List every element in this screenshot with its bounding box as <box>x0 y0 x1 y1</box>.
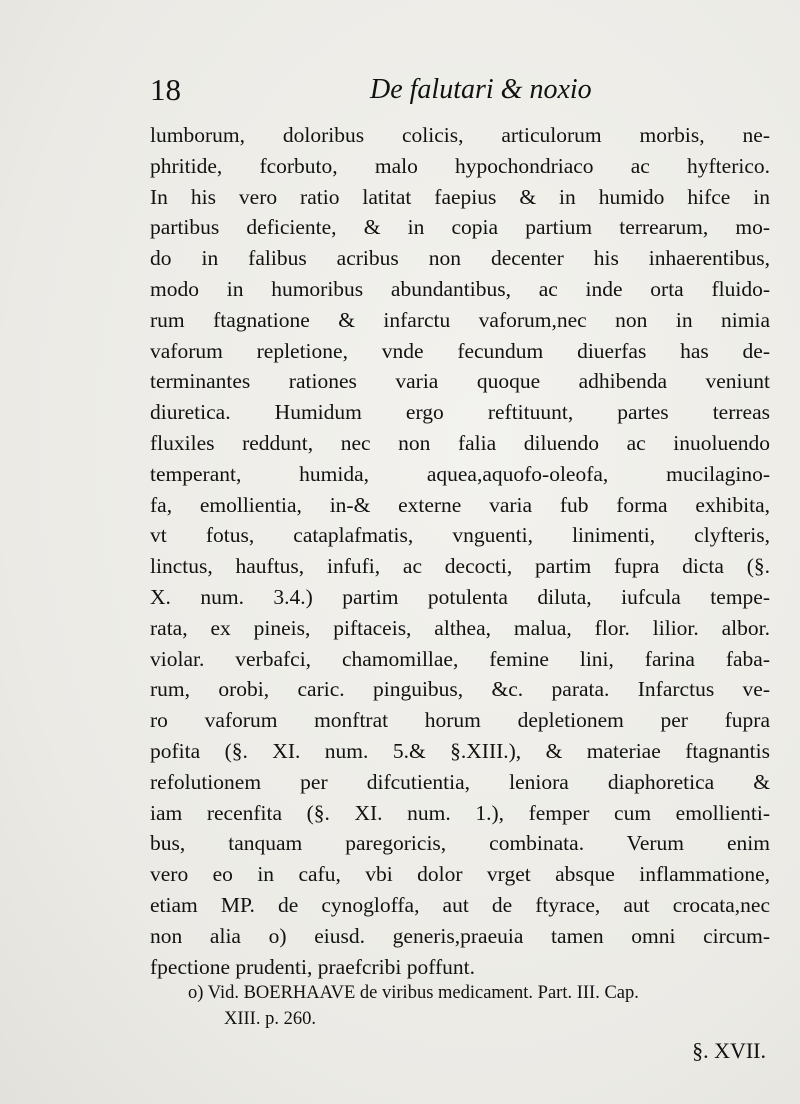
text-line: vaforum repletione, vnde fecundum diuerfas has de- <box>150 338 770 363</box>
text-line: In his vero ratio latitat faepius & in humido hifce in <box>150 184 770 209</box>
text-line: non alia o) eiusd. generis,praeuia tamen omni circum- <box>150 923 770 948</box>
text-line: iam recenfita (§. XI. num. 1.), femper cum emollienti- <box>150 800 770 825</box>
text-line: terminantes rationes varia quoque adhibenda veniunt <box>150 369 770 394</box>
catchword: §. XVII. <box>692 1038 766 1063</box>
text-line: rum ftagnatione & infarctu vaforum,nec non in nimia <box>150 307 770 332</box>
text-line: diuretica. Humidum ergo reftituunt, partes terreas <box>150 400 770 425</box>
text-line: temperant, humida, aquea,aquofo-oleofa, mucilagino- <box>150 461 770 486</box>
text-line: fa, emollientia, in-& externe varia fub forma exhibita, <box>150 492 770 517</box>
text-line: modo in humoribus abundantibus, ac inde orta fluido- <box>150 276 770 301</box>
text-line: bus, tanquam paregoricis, combinata. Verum enim <box>150 831 770 856</box>
text-line: do in falibus acribus non decenter his inhaerentibus, <box>150 246 770 271</box>
text-line: violar. verbafci, chamomillae, femine lini, farina faba- <box>150 646 770 671</box>
text-line: linctus, hauftus, infufi, ac decocti, partim fupra dicta (§. <box>150 554 770 579</box>
footnote <box>188 980 788 1032</box>
footnote-line: XIII. p. 260. <box>224 1009 316 1029</box>
text-line: ro vaforum monftrat horum depletionem per fupra <box>150 708 770 733</box>
footnote-line: o) Vid. BOERHAAVE de viribus medicament. Part. III. Cap. <box>188 983 639 1003</box>
text-line: pofita (§. XI. num. 5.& §.XIII.), & materiae ftagnantis <box>150 738 770 763</box>
text-line: X. num. 3.4.) partim potulenta diluta, iufcula tempe- <box>150 584 770 609</box>
page-number: 18 <box>150 72 181 107</box>
text-line: refolutionem per difcutientia, leniora diaphoretica & <box>150 769 770 794</box>
text-line: rum, orobi, caric. pinguibus, &c. parata. Infarctus ve- <box>150 677 770 702</box>
text-line: vero eo in cafu, vbi dolor vrget absque inflammatione, <box>150 862 770 887</box>
body-text <box>150 120 770 982</box>
running-head <box>150 72 750 112</box>
text-line: etiam MP. de cynogloffa, aut de ftyrace, aut crocata,nec <box>150 892 770 917</box>
text-line: phritide, fcorbuto, malo hypochondriaco ac hyfterico. <box>150 153 770 178</box>
text-line: lumborum, doloribus colicis, articulorum morbis, ne- <box>150 123 770 147</box>
text-line: vt fotus, cataplafmatis, vnguenti, linimenti, clyfteris, <box>150 523 770 548</box>
running-title: De falutari & noxio <box>370 74 592 105</box>
text-line: fluxiles reddunt, nec non falia diluendo ac inuoluendo <box>150 430 770 455</box>
text-line: rata, ex pineis, piftaceis, althea, malua, flor. lilior. albor. <box>150 615 770 640</box>
text-line: fpectione prudenti, praefcribi poffunt. <box>150 954 475 979</box>
text-line: partibus deficiente, & in copia partium terrearum, mo- <box>150 215 770 240</box>
